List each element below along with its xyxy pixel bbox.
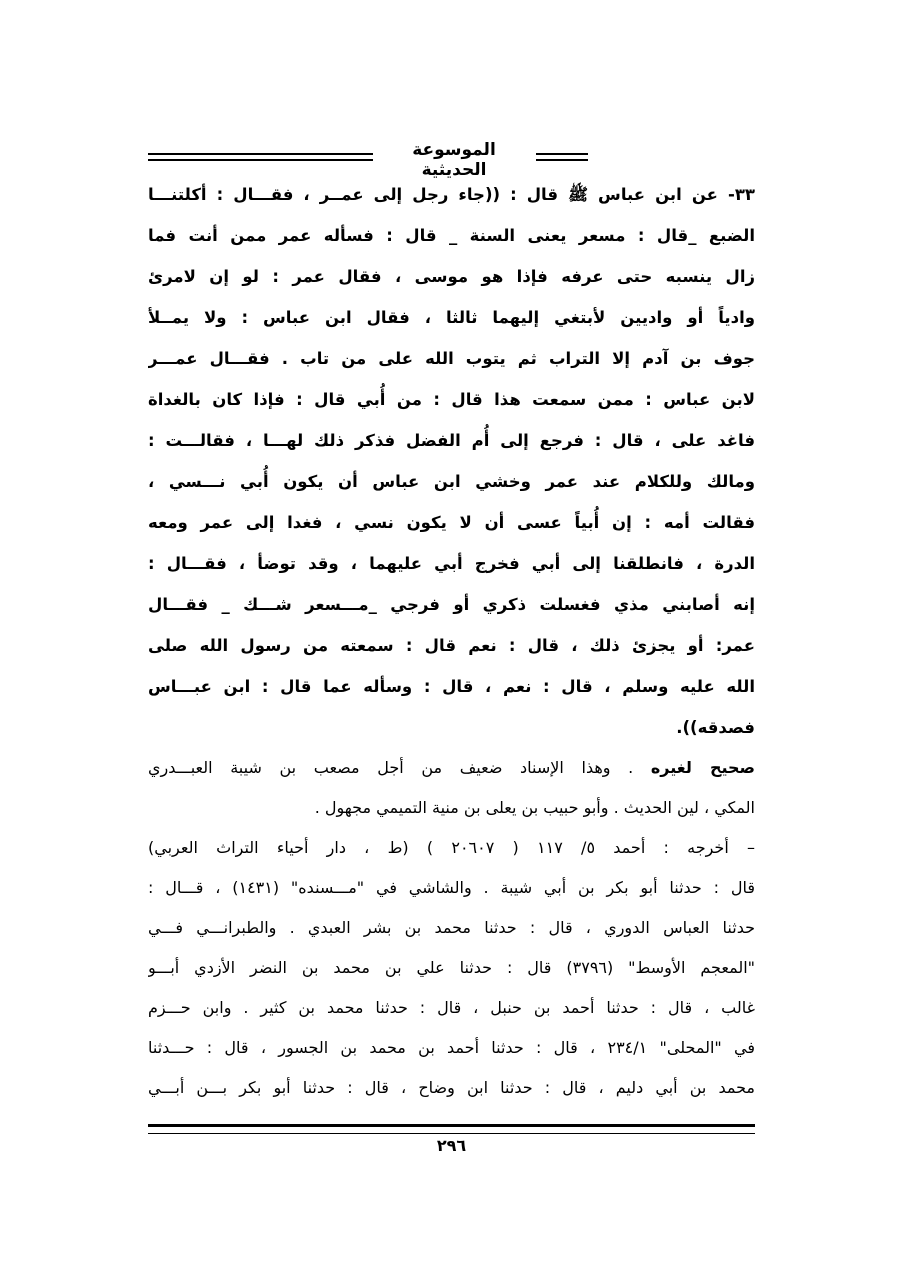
- takhrij-line: – أخرجه : أحمد ٥/ ١١٧ ( ٢٠٦٠٧ ) (ط ، دار أحياء التراث العربي): [148, 838, 755, 857]
- hadith-line: جوف بن آدم إلا التراب ثم يتوب الله على من تاب . فقـــال عمـــر: [148, 349, 755, 368]
- page-header: [148, 140, 755, 180]
- takhrij-line: "المعجم الأوسط" (٣٧٩٦) قال : حدثنا علي بن محمد بن النضر الأزدي أبـــو: [148, 958, 755, 977]
- page-body: [148, 174, 755, 1108]
- hadith-line: ومالك وللكلام عند عمر وخشي ابن عباس أن يكون أُبي نـــسي ،: [148, 472, 755, 491]
- grading-line: المكي ، لين الحديث . وأبو حبيب بن يعلى بن منية التميمي مجهول .: [314, 798, 755, 817]
- page-number: ٢٩٦: [436, 1136, 467, 1155]
- hadith-line: فصدقه)).: [676, 718, 755, 737]
- hadith-line: وادياً أو واديين لأبتغي إليهما ثالثا ، فقال ابن عباس : ولا يمــلأ: [148, 308, 755, 327]
- header-rule-left: [148, 153, 373, 161]
- takhrij-line: محمد بن أبي دليم ، قال : حدثنا ابن وضاح ، قال : حدثنا أبو بكر بـــن أبـــي: [148, 1078, 755, 1097]
- takhrij-line: قال : حدثنا أبو بكر بن أبي شيبة . والشاشي في "مـــسنده" (١٤٣١) ، قـــال :: [148, 878, 755, 897]
- hadith-line: لابن عباس : ممن سمعت هذا قال : من أُبي قال : فإذا كان بالغداة: [148, 390, 755, 409]
- header-title: الموسوعة الحديثية: [412, 140, 496, 180]
- takhrij-line: غالب ، قال : حدثنا أحمد بن حنبل ، قال : حدثنا محمد بن كثير . وابن حـــزم: [148, 998, 755, 1017]
- hadith-line: فقالت أمه : إن أُبياً عسى أن لا يكون نسي ، فغدا إلى عمر ومعه: [148, 513, 755, 532]
- header-rule-right: [536, 153, 588, 161]
- grading-line: [148, 748, 755, 788]
- takhrij-line: حدثنا العباس الدوري ، قال : حدثنا محمد بن بشر العبدي . والطبرانـــي فـــي: [148, 918, 755, 937]
- hadith-line: زال ينسبه حتى عرفه فإذا هو موسى ، فقال عمر : لو إن لامرئ: [148, 267, 755, 286]
- hadith-line: الدرة ، فانطلقنا إلى أبي فخرج أبي عليهما ، وقد توضأ ، فقـــال :: [148, 554, 755, 573]
- takhrij-line: في "المحلى" ٢٣٤/١ ، قال : حدثنا أحمد بن محمد بن الجسور ، قال : حـــدثنا: [148, 1038, 755, 1057]
- hadith-line: الله عليه وسلم ، قال : نعم ، قال : وسأله عما قال : ابن عبـــاس: [148, 677, 755, 696]
- hadith-line: الضبع _قال : مسعر يعنى السنة _ قال : فسأله عمر ممن أنت فما: [148, 226, 755, 245]
- hadith-line: فاغد على ، قال : فرجع إلى أُم الفضل فذكر ذلك لهـــا ، فقالـــت :: [148, 431, 755, 450]
- grading-label: صحيح لغيره: [650, 758, 755, 777]
- hadith-line: ٣٣- عن ابن عباس ﷺ قال : ((جاء رجل إلى عمــر ، فقـــال : أكلتنـــا: [148, 185, 755, 204]
- hadith-line: عمر: أو يجزئ ذلك ، قال : نعم قال : سمعته من رسول الله صلى: [148, 636, 755, 655]
- grading-text: . وهذا الإسناد ضعيف من أجل مصعب بن شيبة العبـــدري: [148, 758, 651, 777]
- footer-rule: [148, 1124, 755, 1134]
- hadith-line: إنه أصابني مذي فغسلت ذكري أو فرجي _مـــسعر شـــك _ فقـــال: [148, 595, 755, 614]
